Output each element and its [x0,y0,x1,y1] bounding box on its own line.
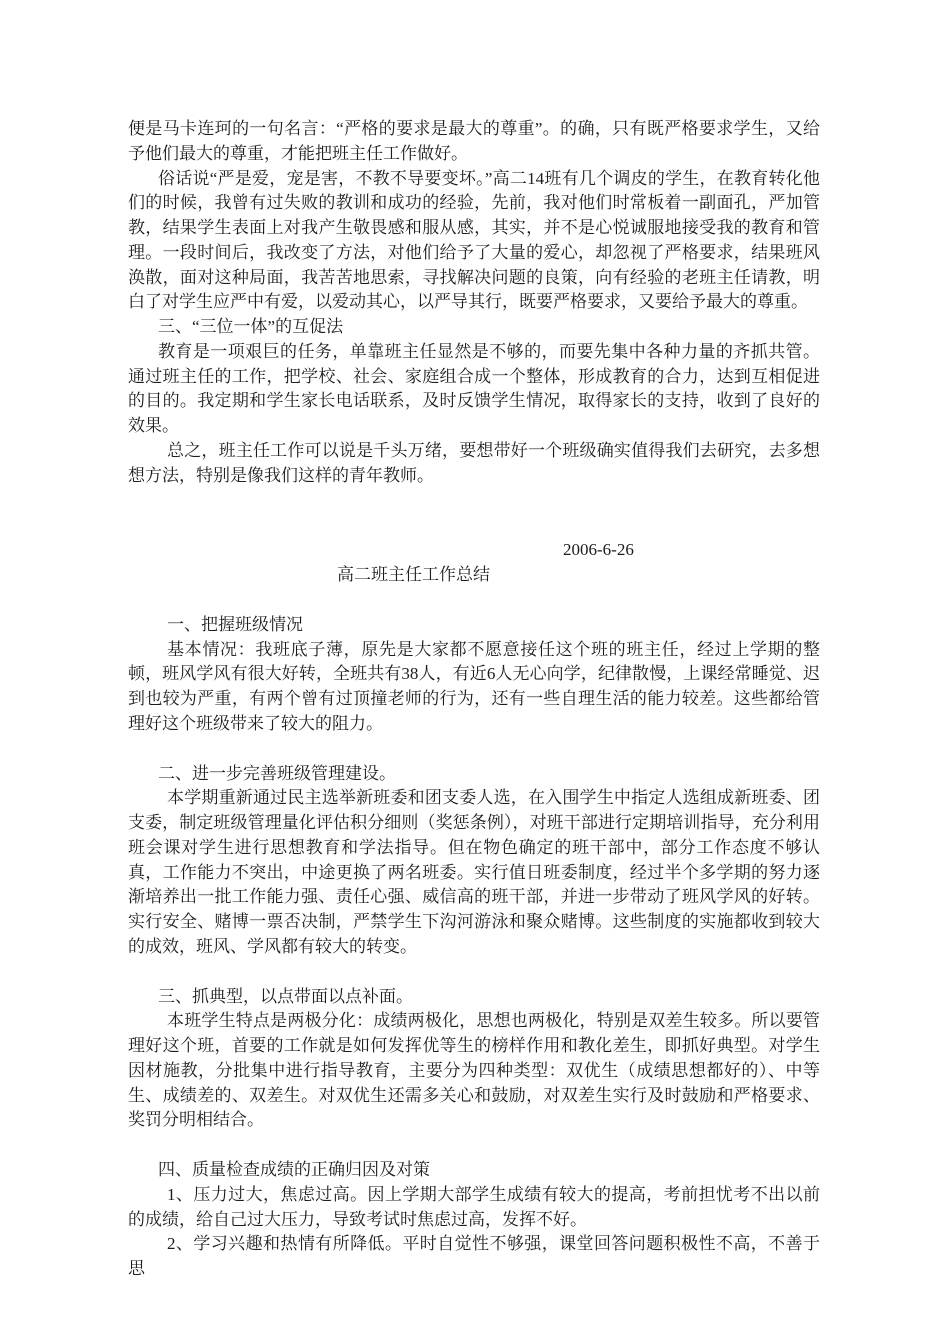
paragraph-class-committee: 本学期重新通过民主选举新班委和团支委人选，在入围学生中指定人选组成新班委、团支委，制定班级管理量化评估积分细则（奖惩条例），对班干部进行定期培训指导，充分利用班会课对学生进行思想教育和学法指导。但在物色确定的班干部中，部分工作态度不够认真，工作能力不突出，中途更换了两名班委。实行值日班委制度，经过半个多学期的努力逐渐培养出一批工作能力强、责任心强、威信高的班干部，并进一步带动了班风学风的好转。实行安全、赌博一票否决制，严禁学生下沟河游泳和聚众赌博。这些制度的实施都收到较大的成效，班风、学风都有较大的转变。 [128,788,820,956]
paragraph-makarenko-quote: 便是马卡连珂的一句名言：“严格的要求是最大的尊重”。的确，只有既严格要求学生，又给予他们最大的尊重，才能把班主任工作做好。 [128,119,820,163]
document-title: 高二班主任工作总结 [337,565,490,584]
heading-typical-examples: 三、抓典型，以点带面以点补面。 [158,986,413,1006]
heading-class-situation: 一、把握班级情况 [167,614,303,634]
document-body [128,117,820,1282]
paragraph-polarization: 本班学生特点是两极分化：成绩两极化，思想也两极化，特别是双差生较多。所以要管理好这个班，首要的工作就是如何发挥优等生的榜样作用和教化差生，即抓好典型。对学生因材施教，分批集中进行指导教育，主要分为四种类型：双优生（成绩思想都好的）、中等生、成绩差的、双差生。对双优生还需多关心和鼓励，对双差生实行及时鼓励和严格要求、奖罚分明相结合。 [128,1011,820,1130]
paragraph-cause-interest: 2、学习兴趣和热情有所降低。平时自觉性不够强，课堂回答问题积极性不高，不善于思 [128,1234,820,1278]
paragraph-basic-situation: 基本情况：我班底子薄，原先是大家都不愿意接任这个班的班主任，经过上学期的整顿，班风学风有很大好转，全班共有38人，有近6人无心向学，纪律散慢，上课经常睡觉、迟到也较为严重，有两个曾有过顶撞老师的行为，还有一些自理生活的能力较差。这些都给管理好这个班级带来了较大的阻力。 [128,639,820,733]
heading-exam-attribution: 四、质量检查成绩的正确归因及对策 [158,1160,430,1179]
paragraph-education-task: 教育是一项艰巨的任务，单靠班主任显然是不够的，而要先集中各种力量的齐抓共管。通过班主任的工作，把学校、社会、家庭组合成一个整体，形成教育的合力，达到互相促进的目的。我定期和学生家长电话联系，及时反馈学生情况，取得家长的支持，收到了良好的效果。 [128,341,820,435]
heading-three-in-one-method: 三、“三位一体”的互促法 [158,317,344,336]
heading-class-management: 二、进一步完善班级管理建设。 [158,763,396,783]
paragraph-strict-love: 俗话说“严是爱，宠是害，不教不导要变坏。”高二14班有几个调皮的学生，在教育转化他们的时候，我曾有过失败的教训和成功的经验，先前，我对他们时常板着一副面孔，严加管教，结果学生表面上对我产生敬畏感和服从感，其实，并不是心悦诚服地接受我的教育和管理。一段时间后，我改变了方法，对他们给予了大量的爱心，却忽视了严格要求，结果班风涣散，面对这种局面，我苦苦地思索，寻找解决问题的良策，向有经验的老班主任请教，明白了对学生应严中有爱，以爱动其心，以严导其行，既要严格要求，又要给予最大的尊重。 [128,168,820,312]
paragraph-cause-pressure: 1、压力过大，焦虑过高。因上学期大部学生成绩有较大的提高，考前担忧考不出以前的成绩，给自己过大压力，导致考试时焦虑过高，发挥不好。 [128,1184,820,1229]
date-line: 2006-6-26 [563,540,634,560]
paragraph-summary: 总之，班主任工作可以说是千头万绪，要想带好一个班级确实值得我们去研究，去多想想方法，特别是像我们这样的青年教师。 [128,440,820,485]
